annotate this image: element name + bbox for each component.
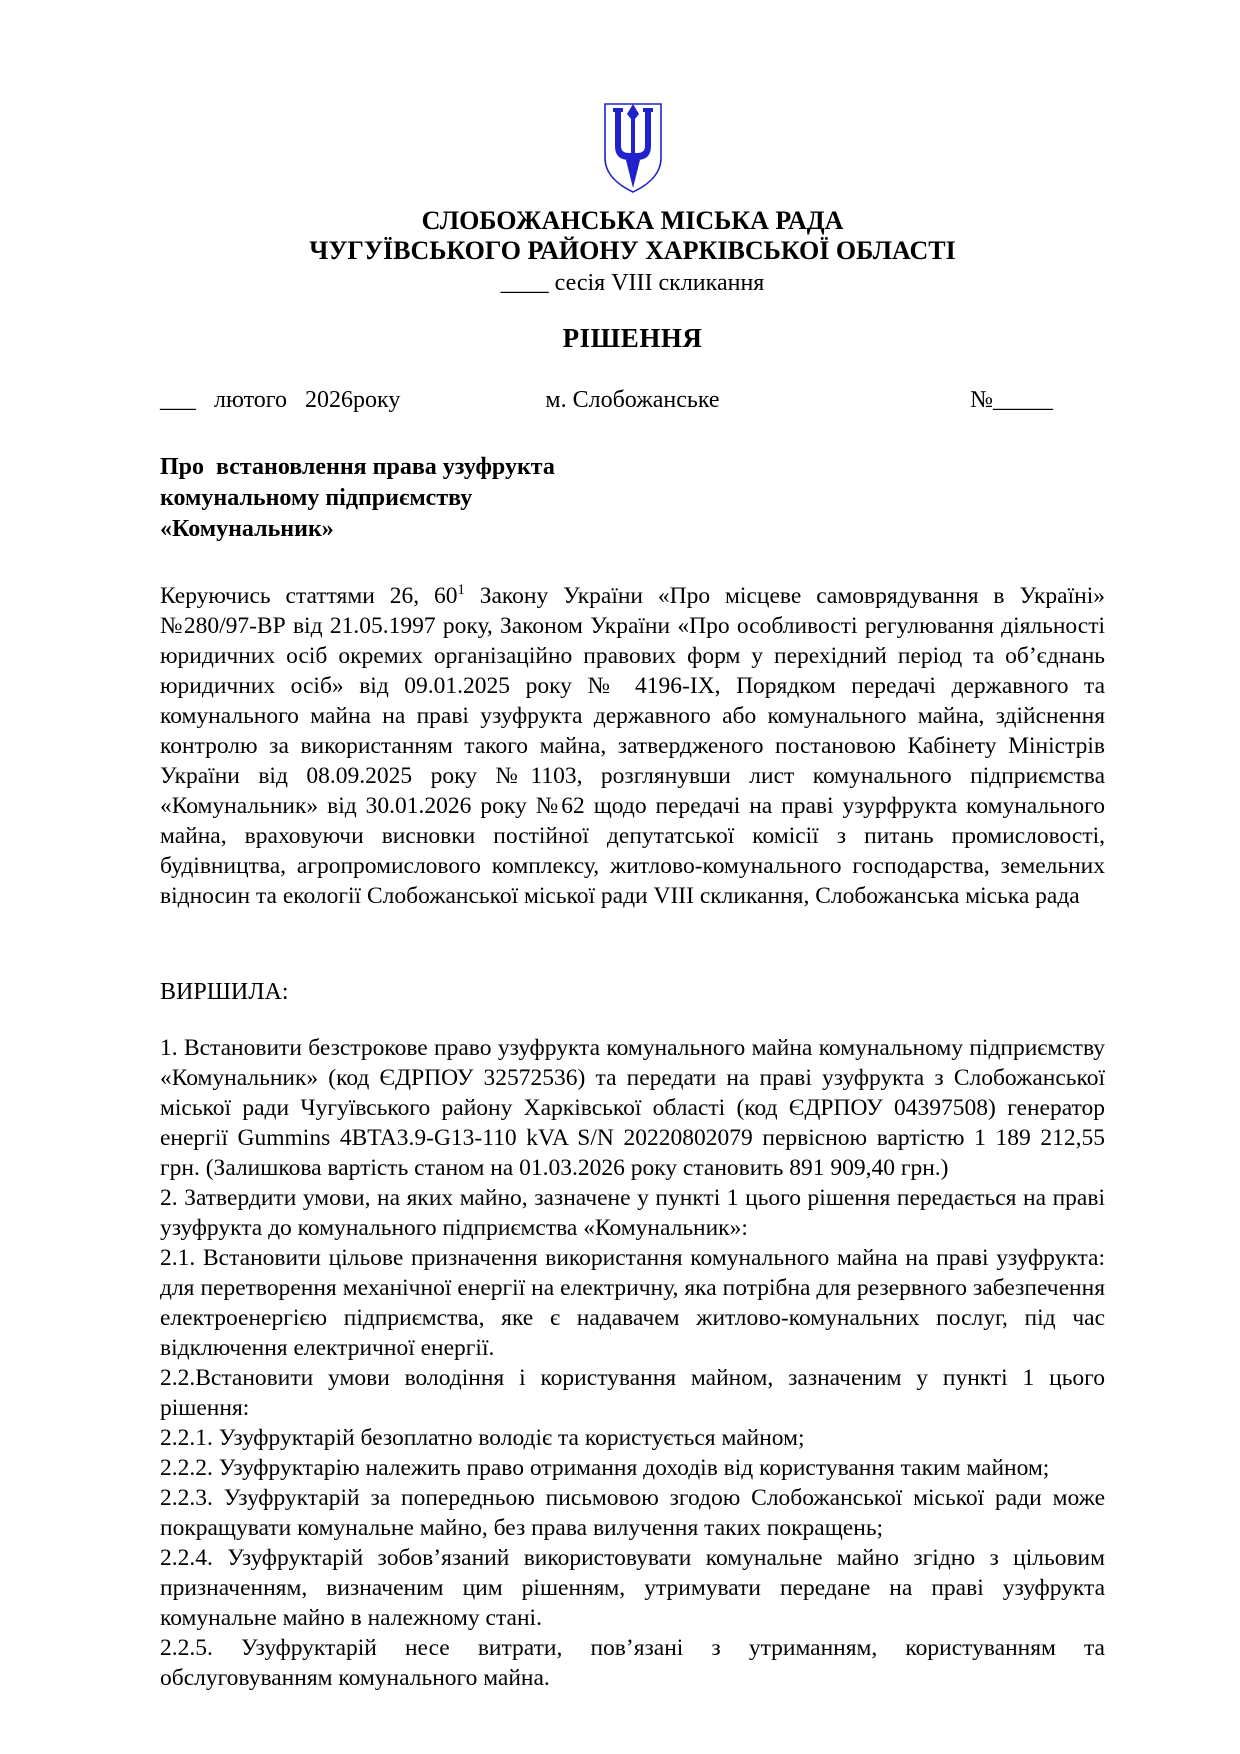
footnote-reference: 1 xyxy=(457,582,465,599)
org-name-line1: СЛОБОЖАНСЬКА МІСЬКА РАДА xyxy=(421,206,844,235)
preamble-paragraph xyxy=(160,581,1105,911)
subject-line-2: комунальному підприємству xyxy=(160,485,473,511)
session-line: ____ сесія VIII скликання xyxy=(500,270,765,296)
document-type-title: РІШЕННЯ xyxy=(562,323,703,353)
subject-block xyxy=(160,452,1105,545)
resolved-label: ВИРШИЛА: xyxy=(160,979,289,1005)
item-2-2: 2.2.Встановити умови володіння і користування майном, зазначеним у пункті 1 цього рішення: xyxy=(160,1365,1105,1421)
coat-of-arms-trident-icon xyxy=(600,100,666,196)
date-blank: ___ лютого 2026року xyxy=(160,387,401,413)
decision-items xyxy=(160,1033,1105,1693)
item-2-2-5: 2.2.5. Узуфруктарій несе витрати, пов’язані з утриманням, користуванням та обслуговуванням комунального майна. xyxy=(160,1635,1105,1691)
preamble-text-before-sup: Керуючись статтями 26, 60 xyxy=(160,583,458,609)
item-1: 1. Встановити безстрокове право узуфрукта комунального майна комунальному підприємству «Комунальник» (код ЄДРПОУ 32572536) та передати на праві узуфрукта з Слобожанської міської ради Чугуївського району Харківської області (код ЄДРПОУ 04397508) генератор енергії Gummins 4BTA3.9-G13-110 kVA S/N 20220802079 первісною вартістю 1 189 212,55 грн. (Залишкова вартість станом на 01.03.2026 року становить 891 909,40 грн.) xyxy=(160,1035,1105,1181)
preamble-text-after-sup: Закону України «Про місцеве самоврядування в Україні» №280/97-ВР від 21.05.1997 року, Законом України «Про особливості регулювання діяльності юридичних осіб окремих організаційно правових форм у перехідний період та об’єднань юридичних осіб» від 09.01.2025 року № 4196-IX, Порядком передачі державного та комунального майна на праві узуфрукта державного або комунального майна, здійснення контролю за використанням такого майна, затвердженого постановою Кабінету Міністрів України від 08.09.2025 року №1103, розглянувши лист комунального підприємства «Комунальник» від 30.01.2026 року №62 щодо передачі на праві узурфрукта комунального майна, враховуючи висновки постійної депутатської комісії з питань промисловості, будівництва, агропромислового комплексу, житлово-комунального господарства, земельних відносин та екології Слобожанської міської ради VIII скликання, Слобожанська міська рада xyxy=(160,583,1105,909)
subject-line-1: Про встановлення права узуфрукта xyxy=(160,454,555,480)
place-name: м. Слобожанське xyxy=(545,387,720,413)
item-2-2-1: 2.2.1. Узуфруктарій безоплатно володіє та користується майном; xyxy=(160,1425,805,1451)
document-number-blank: №_____ xyxy=(970,387,1053,413)
item-2: 2. Затвердити умови, на яких майно, зазначене у пункті 1 цього рішення передається на праві узуфрукта до комунального підприємства «Комунальник»: xyxy=(160,1185,1105,1241)
item-2-1: 2.1. Встановити цільове призначення використання комунального майна на праві узуфрукта: для перетворення механічної енергії на електричну, яка потрібна для резервного забезпечення електроенергією підприємства, яке є надавачем житлово-комунальних послуг, під час відключення електричної енергії. xyxy=(160,1245,1105,1361)
item-2-2-4: 2.2.4. Узуфруктарій зобов’язаний використовувати комунальне майно згідно з цільовим призначенням, визначеним цим рішенням, утримувати передане на праві узуфрукта комунальне майно в належному стані. xyxy=(160,1545,1105,1631)
org-name-line2: ЧУГУЇВСЬКОГО РАЙОНУ ХАРКІВСЬКОЇ ОБЛАСТІ xyxy=(309,236,956,265)
item-2-2-2: 2.2.2. Узуфруктарію належить право отримання доходів від користування таким майном; xyxy=(160,1455,1050,1481)
subject-line-3: «Комунальник» xyxy=(160,516,334,542)
item-2-2-3: 2.2.3. Узуфруктарій за попередньою письмовою згодою Слобожанської міської ради може покращувати комунальне майно, без права вилучення таких покращень; xyxy=(160,1485,1105,1541)
date-place-number-row xyxy=(160,384,1105,416)
